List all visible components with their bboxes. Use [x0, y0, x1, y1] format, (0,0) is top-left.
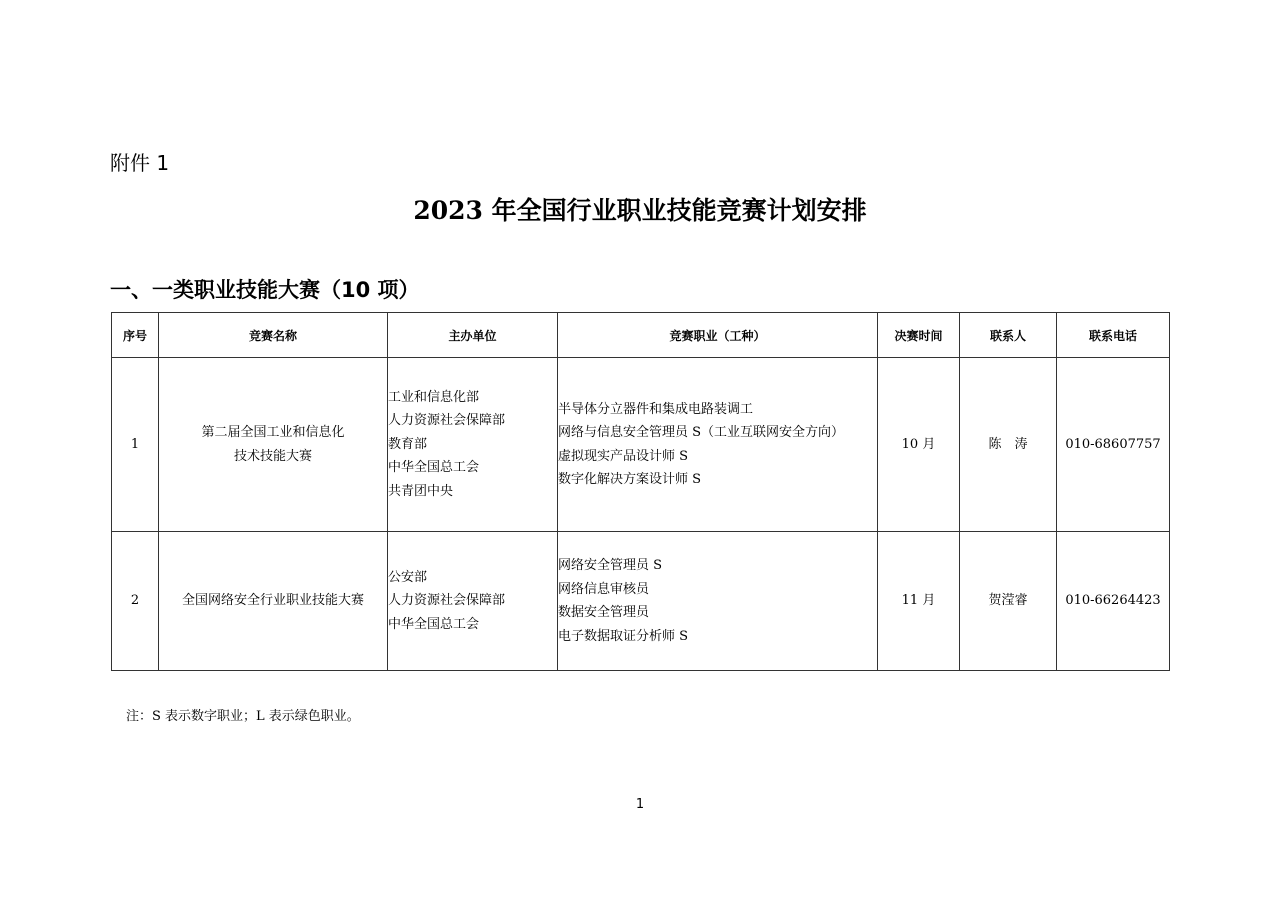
cell-organizers: [388, 358, 558, 532]
organizer-line: 教育部: [388, 436, 428, 452]
organizer-line: 公安部: [388, 569, 428, 585]
cell-no: 2: [112, 532, 159, 671]
occupation-line: 网络安全管理员 S: [558, 558, 663, 573]
organizer-line: 中华全国总工会: [388, 460, 480, 476]
name-line: 全国网络安全行业职业技能大赛: [181, 593, 364, 609]
competition-plan-table: [111, 312, 1170, 671]
occupation-line: 半导体分立器件和集成电路装调工: [558, 401, 754, 417]
table-row: [112, 532, 1170, 671]
occupation-line: 网络信息审核员: [558, 581, 650, 597]
table-header-row: [112, 313, 1170, 358]
cell-occupations: [558, 532, 878, 671]
header-organizers: 主办单位: [388, 313, 558, 358]
organizer-line: 人力资源社会保障部: [388, 593, 506, 609]
cell-organizers: [388, 532, 558, 671]
cell-no: 1: [112, 358, 159, 532]
cell-final-time: 11 月: [878, 532, 960, 671]
name-line: 第二届全国工业和信息化: [201, 425, 345, 440]
table-row: [112, 358, 1170, 532]
organizer-line: 人力资源社会保障部: [388, 413, 506, 429]
page-number: 1: [635, 797, 645, 812]
name-line: 技术技能大赛: [233, 448, 312, 464]
occupation-line: 电子数据取证分析师 S: [558, 628, 689, 644]
organizer-line: 共青团中央: [388, 483, 454, 499]
header-no: 序号: [112, 313, 159, 358]
cell-contact: 贺滢睿: [960, 532, 1057, 671]
header-name: 竞赛名称: [159, 313, 388, 358]
header-occupations: 竞赛职业（工种）: [558, 313, 878, 358]
organizer-line: 工业和信息化部: [388, 389, 480, 405]
cell-occupations: [558, 358, 878, 532]
footnote: 注：S 表示数字职业；L 表示绿色职业。: [126, 709, 360, 724]
document-title: 2023 年全国行业职业技能竞赛计划安排: [413, 196, 867, 225]
cell-phone: 010-68607757: [1057, 358, 1170, 532]
cell-contact: 陈 涛: [960, 358, 1057, 532]
occupation-line: 虚拟现实产品设计师 S: [558, 448, 689, 464]
section-heading: 一、一类职业技能大赛（10 项）: [110, 278, 420, 302]
occupation-line: 网络与信息安全管理员 S（工业互联网安全方向）: [558, 425, 845, 440]
header-phone: 联系电话: [1057, 313, 1170, 358]
header-contact: 联系人: [960, 313, 1057, 358]
header-final-time: 决赛时间: [878, 313, 960, 358]
occupation-line: 数据安全管理员: [558, 605, 650, 620]
cell-final-time: 10 月: [878, 358, 960, 532]
occupation-line: 数字化解决方案设计师 S: [558, 472, 702, 487]
organizer-line: 中华全国总工会: [388, 616, 480, 632]
attachment-label: 附件 1: [110, 151, 170, 175]
cell-name: [159, 358, 388, 532]
cell-name: [159, 532, 388, 671]
cell-phone: 010-66264423: [1057, 532, 1170, 671]
